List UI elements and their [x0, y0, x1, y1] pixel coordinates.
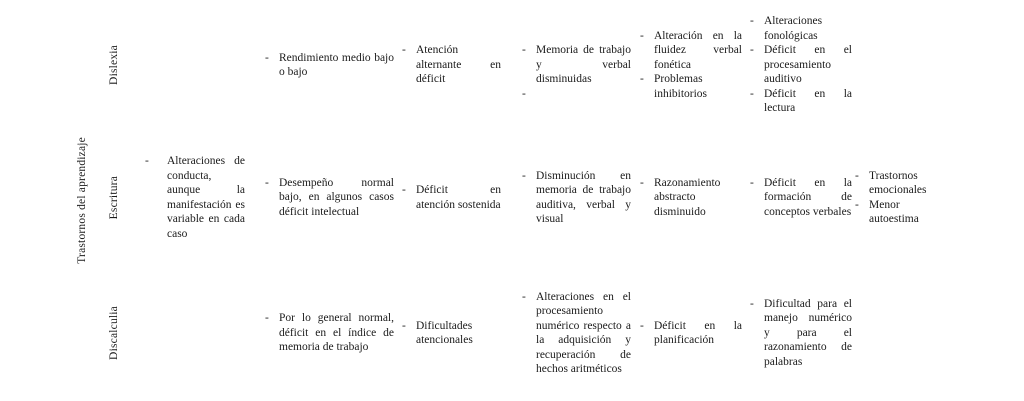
cell-discalculia-col7	[750, 265, 855, 401]
bullet-dash: -	[265, 176, 269, 189]
bullet-text: Trastornos emocionales	[869, 169, 927, 196]
bullet-dash: -	[750, 15, 754, 28]
cell-discalculia-col6	[640, 265, 750, 401]
bullet-dash: -	[265, 51, 269, 64]
bullet-text: Desempeño normal bajo, en algunos casos déficit intelectual	[279, 176, 394, 218]
row-label-cell-dislexia	[95, 0, 145, 130]
bullet-item	[750, 297, 852, 370]
bullet-item	[750, 43, 852, 87]
cell-escritura-col3	[265, 130, 402, 265]
bullet-text: Por lo general normal, déficit en el índice de memoria de trabajo	[279, 312, 394, 354]
bullet-dash: -	[640, 319, 644, 332]
bullet-dash: -	[640, 73, 644, 86]
bullet-item	[265, 176, 394, 220]
bullet-dash: -	[750, 44, 754, 57]
bullet-item	[402, 183, 501, 212]
bullet-dash: -	[522, 44, 526, 57]
bullet-dash: -	[750, 87, 754, 100]
bullet-item	[522, 290, 631, 377]
cell-escritura-col2	[145, 130, 265, 265]
bullet-dash: -	[522, 290, 526, 303]
bullet-dash: -	[402, 184, 406, 196]
row-label-escritura: Escritura	[107, 175, 120, 220]
bullet-text: Problemas inhibitorios	[654, 73, 708, 100]
bullet-item	[855, 169, 945, 198]
bullet-text: Alteraciones de conducta, aunque la manifestación es variable en cada caso	[167, 155, 245, 240]
cell-dislexia-col4	[402, 0, 522, 130]
cell-discalculia-col3	[265, 265, 402, 401]
bullet-item	[402, 43, 501, 87]
cell-discalculia-col2	[145, 265, 265, 401]
bullet-dash: -	[145, 155, 149, 167]
bullet-text: Memoria de trabajo y verbal disminuidas	[536, 44, 631, 86]
bullet-text: Dificultad para el manejo numérico y para el razonamiento de palabras	[764, 297, 852, 368]
bullet-item	[640, 319, 742, 348]
bullet-text: Atención alternante en déficit	[416, 44, 501, 86]
cell-escritura-col4	[402, 130, 522, 265]
bullet-item	[750, 176, 852, 220]
bullet-dash: -	[402, 44, 406, 57]
bullet-item	[750, 87, 852, 116]
cell-discalculia-col8	[855, 265, 960, 401]
bullet-text: Déficit en atención sostenida	[416, 184, 501, 211]
bullet-dash: -	[640, 29, 644, 42]
group-label: Trastornos del aprendizaje	[75, 137, 88, 264]
cell-escritura-col7	[750, 130, 855, 265]
bullet-dash: -	[855, 169, 859, 182]
bullet-text: Disminución en memoria de trabajo auditiva, verbal y visual	[536, 169, 631, 225]
bullet-item	[402, 319, 501, 348]
bullet-dash: -	[402, 319, 406, 332]
bullet-text: Menor autoestima	[869, 198, 919, 225]
bullet-text: Déficit en la planificación	[654, 319, 742, 346]
bullet-text: Déficit en la formación de conceptos verbales	[764, 176, 852, 218]
row-label-discalculia: Discalculia	[107, 306, 120, 360]
bullet-dash: -	[265, 312, 269, 325]
cell-escritura-col8	[855, 130, 960, 265]
bullet-text: Rendimiento medio bajo o bajo	[279, 51, 394, 78]
cell-dislexia-col7	[750, 0, 855, 130]
bullet-item	[522, 43, 631, 87]
row-label-dislexia: Dislexia	[107, 45, 120, 85]
bullet-text: Alteraciones en el procesamiento numérico respecto a la adquisición y recuperación de hechos aritméticos	[536, 290, 631, 375]
bullet-text: Déficit en la lectura	[764, 87, 852, 115]
bullet-dash: -	[522, 169, 526, 182]
bullet-text: Dificultades atencionales	[416, 319, 473, 346]
cell-dislexia-col5	[522, 0, 640, 130]
cell-dislexia-col3	[265, 0, 402, 130]
group-label-cell	[0, 0, 95, 401]
bullet-item	[265, 311, 394, 355]
cell-escritura-col6	[640, 130, 750, 265]
cell-discalculia-col4	[402, 265, 522, 401]
bullet-item	[750, 14, 852, 43]
row-label-cell-discalculia	[95, 265, 145, 401]
bullet-dash: -	[750, 297, 754, 310]
bullet-text: Razonamiento abstracto disminuido	[654, 176, 721, 218]
bullet-text: Alteraciones fonológicas	[764, 15, 823, 42]
cell-escritura-col5	[522, 130, 640, 265]
bullet-dash: -	[855, 198, 859, 211]
bullet-item	[640, 29, 742, 73]
bullet-item	[640, 72, 742, 101]
bullet-item	[640, 176, 742, 220]
cell-dislexia-col8	[855, 0, 960, 130]
bullet-text: Déficit en el procesamiento auditivo	[764, 44, 852, 86]
bullet-item	[265, 51, 394, 80]
bullet-text: Alteración en la fluidez verbal fonética	[654, 29, 742, 71]
cell-dislexia-col2	[145, 0, 265, 130]
bullet-item	[145, 154, 245, 241]
bullet-item	[522, 169, 631, 227]
cell-dislexia-col6	[640, 0, 750, 130]
bullet-dash: -	[640, 176, 644, 189]
bullet-dash: -	[522, 87, 526, 100]
bullet-dash: -	[750, 176, 754, 189]
cell-discalculia-col5	[522, 265, 640, 401]
bullet-item	[855, 198, 945, 227]
row-label-cell-escritura	[95, 130, 145, 265]
